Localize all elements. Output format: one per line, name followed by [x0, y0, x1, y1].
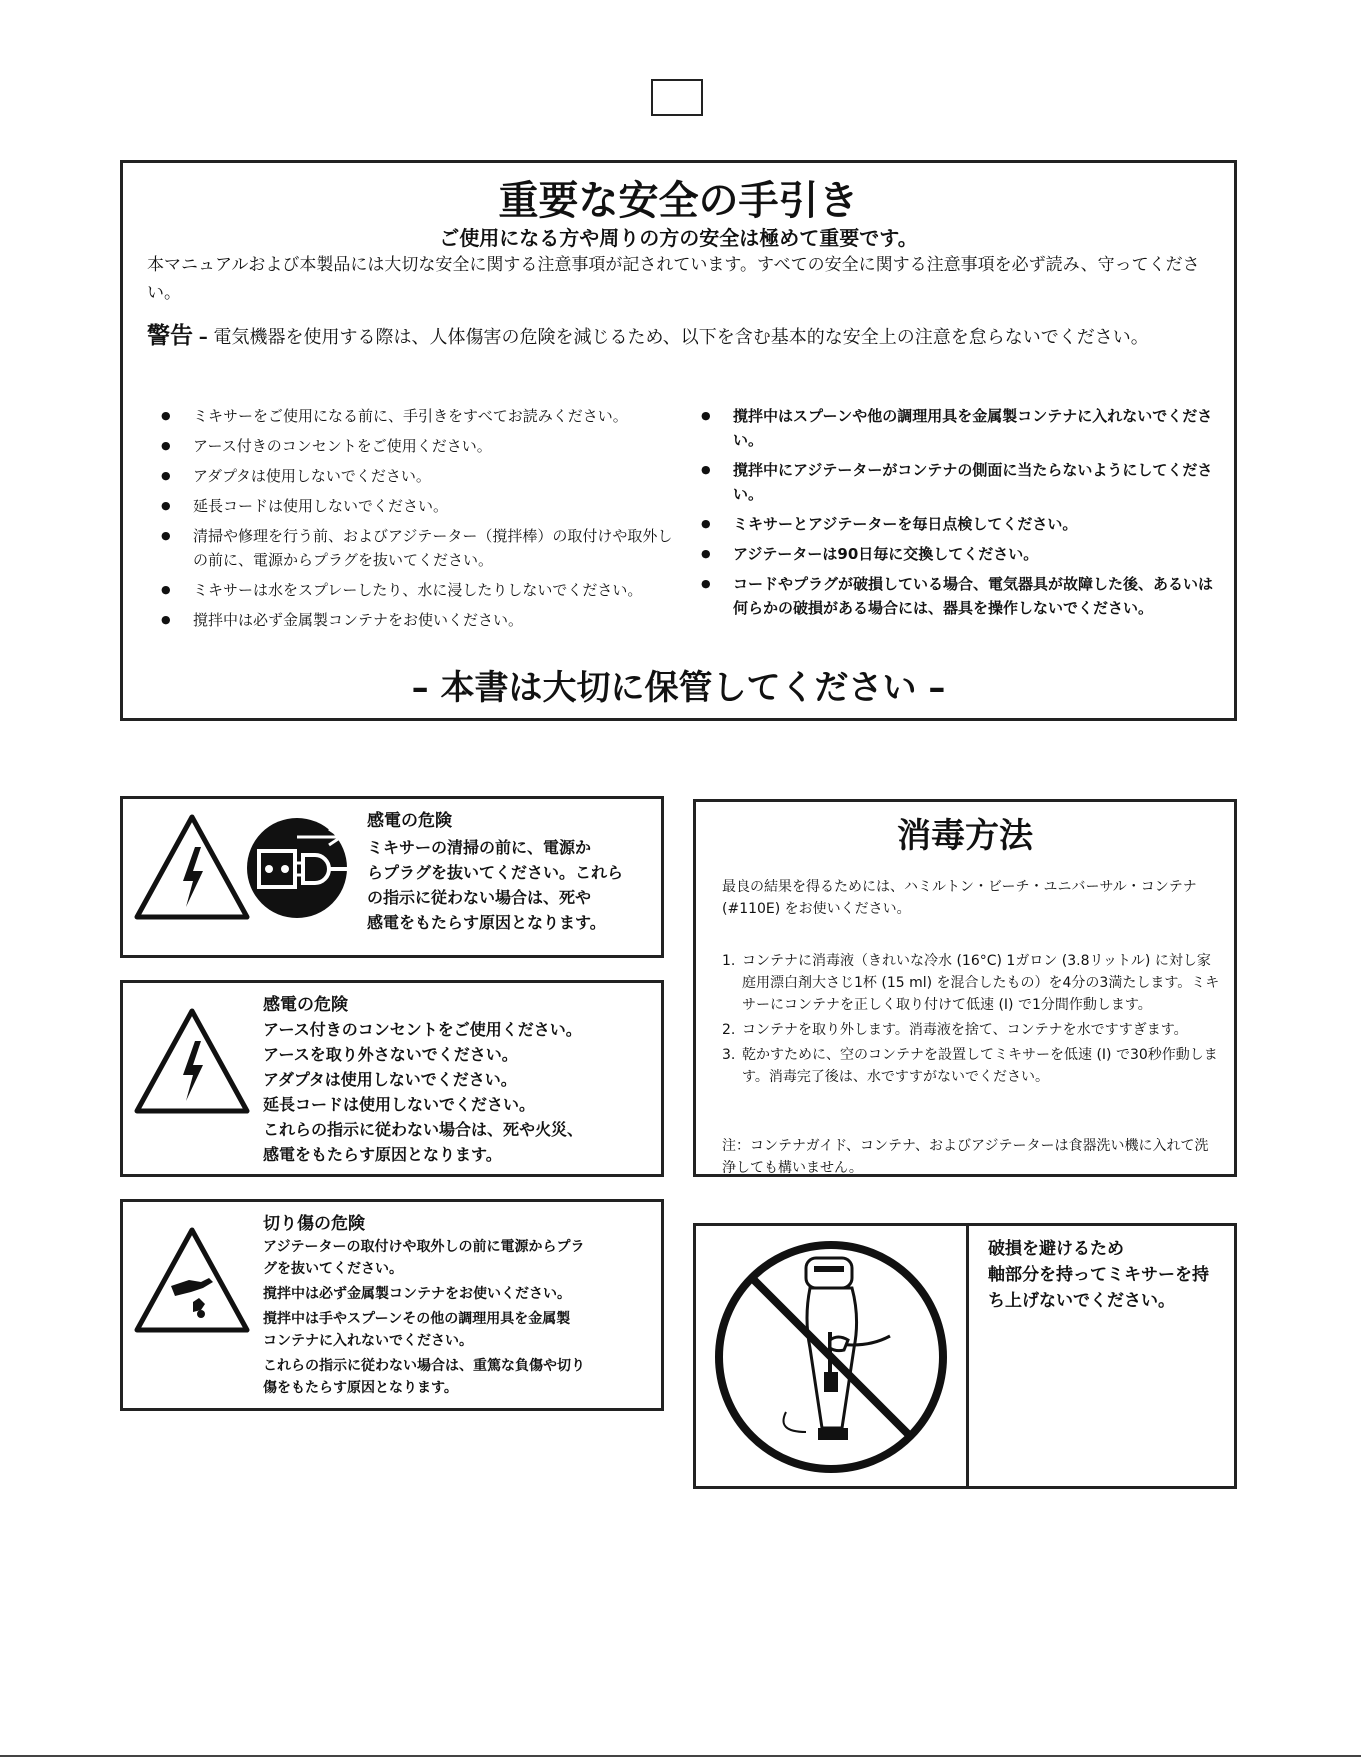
list-item: [722, 1044, 1222, 1088]
bullet-list-left: [153, 404, 673, 638]
electric-shock-warning-icon: [131, 1005, 253, 1117]
hazard1-line: の指示に従わない場合は、死や: [367, 888, 592, 907]
warning-dash: –: [198, 327, 208, 348]
cut-hazard-icon: [131, 1224, 253, 1336]
sanitizing-instructions-box: [693, 799, 1237, 1177]
hazard3-title: 切り傷の危険: [263, 1214, 365, 1234]
page-number-box: [651, 79, 703, 116]
divider: [966, 1226, 969, 1486]
bottom-rule: [0, 1755, 1361, 1757]
hazard2-line: 延長コードは使用しないでください。: [263, 1095, 536, 1114]
sanitize-title: 消毒方法: [897, 816, 1033, 856]
damage-text: 軸部分を持ってミキサーを持ち上げないでください。: [988, 1265, 1209, 1311]
avoid-damage-box: [693, 1223, 1237, 1489]
step-number: 2.: [722, 1022, 736, 1038]
hazard2-line: これらの指示に従わない場合は、死や火災、: [263, 1120, 584, 1139]
hazard3-line: 撹拌中は必ず金属製コンテナをお使いください。: [263, 1286, 571, 1302]
electric-shock-warning-icon: [131, 811, 253, 923]
hazard3-line: 傷をもたらす原因となります。: [263, 1380, 458, 1396]
list-item: ● 撹拌中にアジテーターがコンテナの側面に当たらないようにしてください。: [693, 458, 1213, 506]
list-item: ● ミキサーとアジテーターを毎日点検してください。: [693, 512, 1213, 536]
hazard2-title: 感電の危険: [263, 995, 348, 1015]
list-item: ● ミキサーをご使用になる前に、手引きをすべてお読みください。: [153, 404, 673, 428]
list-item: ● アダプタは使用しないでください。: [153, 464, 673, 488]
step-number: 3.: [722, 1047, 736, 1063]
cut-hazard-box: [120, 1199, 664, 1411]
hazard3-line: これらの指示に従わない場合は、重篤な負傷や切り: [263, 1358, 585, 1374]
sanitize-steps: [722, 950, 1222, 1091]
hazard2-line: 感電をもたらす原因となります。: [263, 1145, 502, 1164]
keep-manual-notice: – 本書は大切に保管してください –: [411, 668, 946, 708]
damage-title: 破損を避けるため: [988, 1239, 1124, 1259]
hazard1-line: ミキサーの清掃の前に、電源か: [367, 838, 592, 857]
hazard2-line: アース付きのコンセントをご使用ください。: [263, 1020, 582, 1039]
hazard3-line: アジテーターの取付けや取外しの前に電源からプラ: [263, 1239, 585, 1255]
safety-subtitle: ご使用になる方や周りの方の安全は極めて重要です。: [439, 226, 918, 250]
hazard1-line: 感電をもたらす原因となります。: [367, 913, 606, 932]
list-item: ● コードやプラグが破損している場合、電気器具が故障した後、あるいは何らかの破損がある場合には、器具を操作しないでください。: [693, 572, 1213, 620]
prohibited-lift-mixer-icon: [702, 1232, 960, 1482]
step-text: コンテナに消毒液（きれいな冷水 (16°C) 1ガロン (3.8リットル) に対し家庭用漂白剤大さじ1杯 (15 ml) を混合したもの）を4分の3満たします。ミキサーにコンテナを正しく取り付けて低速 (I) で1分間作動します。: [742, 953, 1220, 1013]
list-item: ● 延長コードは使用しないでください。: [153, 494, 673, 518]
electric-shock-hazard-box-2: [120, 980, 664, 1177]
list-item: ● アジテーターは90日毎に交換してください。: [693, 542, 1213, 566]
list-item: [722, 1019, 1222, 1041]
warning-word: 警告: [147, 323, 193, 349]
bullet-list-right: [693, 404, 1213, 626]
list-item: ● ミキサーは水をスプレーしたり、水に浸したりしないでください。: [153, 578, 673, 602]
hazard3-line: 撹拌中は手やスプーンその他の調理用具を金属製: [263, 1311, 571, 1327]
hazard2-line: アースを取り外さないでください。: [263, 1045, 518, 1064]
sanitize-intro: 最良の結果を得るためには、ハミルトン・ビーチ・ユニバーサル・コンテナ (#110E) をお使いください。: [722, 879, 1197, 917]
hazard3-line: グを抜いてください。: [263, 1261, 403, 1277]
step-text: 乾かすために、空のコンテナを設置してミキサーを低速 (I) で30秒作動します。消毒完了後は、水ですすがないでください。: [742, 1047, 1218, 1085]
warning-text: 電気機器を使用する際は、人体傷害の危険を減じるため、以下を含む基本的な安全上の注意を怠らないでください。: [213, 327, 1149, 348]
list-item: ● 清掃や修理を行う前、およびアジテーター（撹拌棒）の取付けや取外しの前に、電源からプラグを抜いてください。: [153, 524, 673, 572]
sanitize-note: 注：コンテナガイド、コンテナ、およびアジテーターは食器洗い機に入れて洗浄しても構いません。: [722, 1138, 1209, 1176]
unplug-icon: [247, 813, 357, 923]
hazard1-line: らプラグを抜いてください。これら: [367, 863, 624, 882]
safety-intro: 本マニュアルおよび本製品には大切な安全に関する注意事項が記されています。すべての安全に関する注意事項を必ず読み、守ってください。: [147, 255, 1200, 303]
hazard2-line: アダプタは使用しないでください。: [263, 1070, 517, 1089]
safety-instructions-box: [120, 160, 1237, 721]
step-number: 1.: [722, 953, 736, 969]
list-item: ● 撹拌中は必ず金属製コンテナをお使いください。: [153, 608, 673, 632]
hazard3-line: コンテナに入れないでください。: [263, 1333, 473, 1349]
list-item: ● 撹拌中はスプーンや他の調理用具を金属製コンテナに入れないでください。: [693, 404, 1213, 452]
warning-paragraph: [147, 321, 1217, 353]
list-item: ● アース付きのコンセントをご使用ください。: [153, 434, 673, 458]
safety-title: 重要な安全の手引き: [498, 178, 859, 224]
hazard1-title: 感電の危険: [367, 811, 452, 831]
electric-shock-hazard-box: [120, 796, 664, 958]
step-text: コンテナを取り外します。消毒液を捨て、コンテナを水ですすぎます。: [742, 1022, 1188, 1038]
list-item: [722, 950, 1222, 1016]
